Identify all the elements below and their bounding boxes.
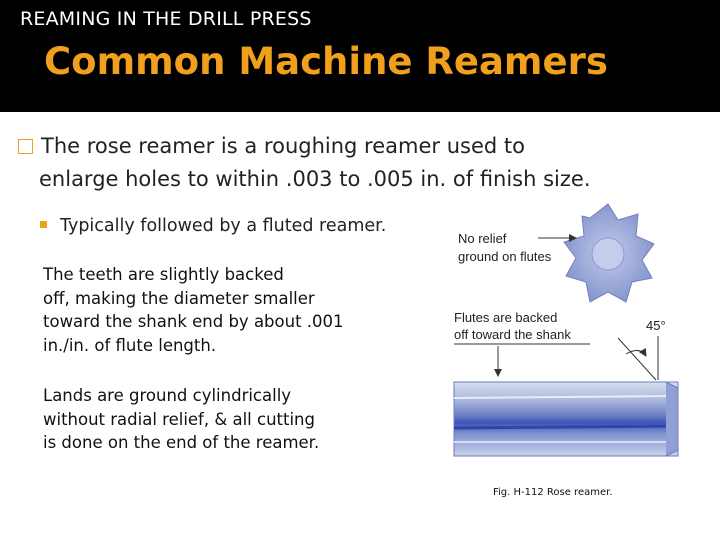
main-bullet-line2: enlarge holes to within .003 to .005 in. of finish size. xyxy=(39,167,591,191)
paragraph-line: is done on the end of the reamer. xyxy=(43,433,320,452)
figure-caption: Fig. H-112 Rose reamer. xyxy=(493,487,613,498)
paragraph-line: Lands are ground cylindrically xyxy=(43,386,292,405)
figure-label-no-relief-line1: No relief xyxy=(458,231,507,246)
square-bullet-icon xyxy=(40,221,47,228)
slide-supertitle: REAMING IN THE DRILL PRESS xyxy=(20,8,312,30)
paragraph-lands xyxy=(43,384,319,455)
main-bullet-line1: The rose reamer is a roughing reamer used to xyxy=(41,134,525,158)
angle-arc xyxy=(626,350,646,356)
figure-label-flutes-line2: off toward the shank xyxy=(454,327,571,342)
angle-label: 45° xyxy=(646,318,666,333)
main-bullet xyxy=(18,130,658,196)
reamer-end-view xyxy=(564,204,654,302)
paragraph-teeth xyxy=(43,263,344,357)
rose-reamer-figure xyxy=(440,196,680,482)
sub-bullet-text: Typically followed by a fluted reamer. xyxy=(60,216,387,236)
checkbox-bullet-icon xyxy=(18,139,33,154)
paragraph-line: in./in. of flute length. xyxy=(43,335,217,355)
reamer-body xyxy=(454,382,678,456)
slide-title: Common Machine Reamers xyxy=(44,40,608,83)
paragraph-line: without radial relief, & all cutting xyxy=(43,409,315,429)
sub-bullet xyxy=(40,216,386,236)
paragraph-line: toward the shank end by about .001 xyxy=(43,312,344,331)
paragraph-line: The teeth are slightly backed xyxy=(43,265,284,284)
angle-line-diagonal xyxy=(618,338,656,380)
paragraph-line: off, making the diameter smaller xyxy=(43,288,315,308)
header-bar xyxy=(0,0,720,112)
figure-label-flutes-line1: Flutes are backed xyxy=(454,310,558,325)
figure-label-no-relief-line2: ground on flutes xyxy=(458,249,552,264)
